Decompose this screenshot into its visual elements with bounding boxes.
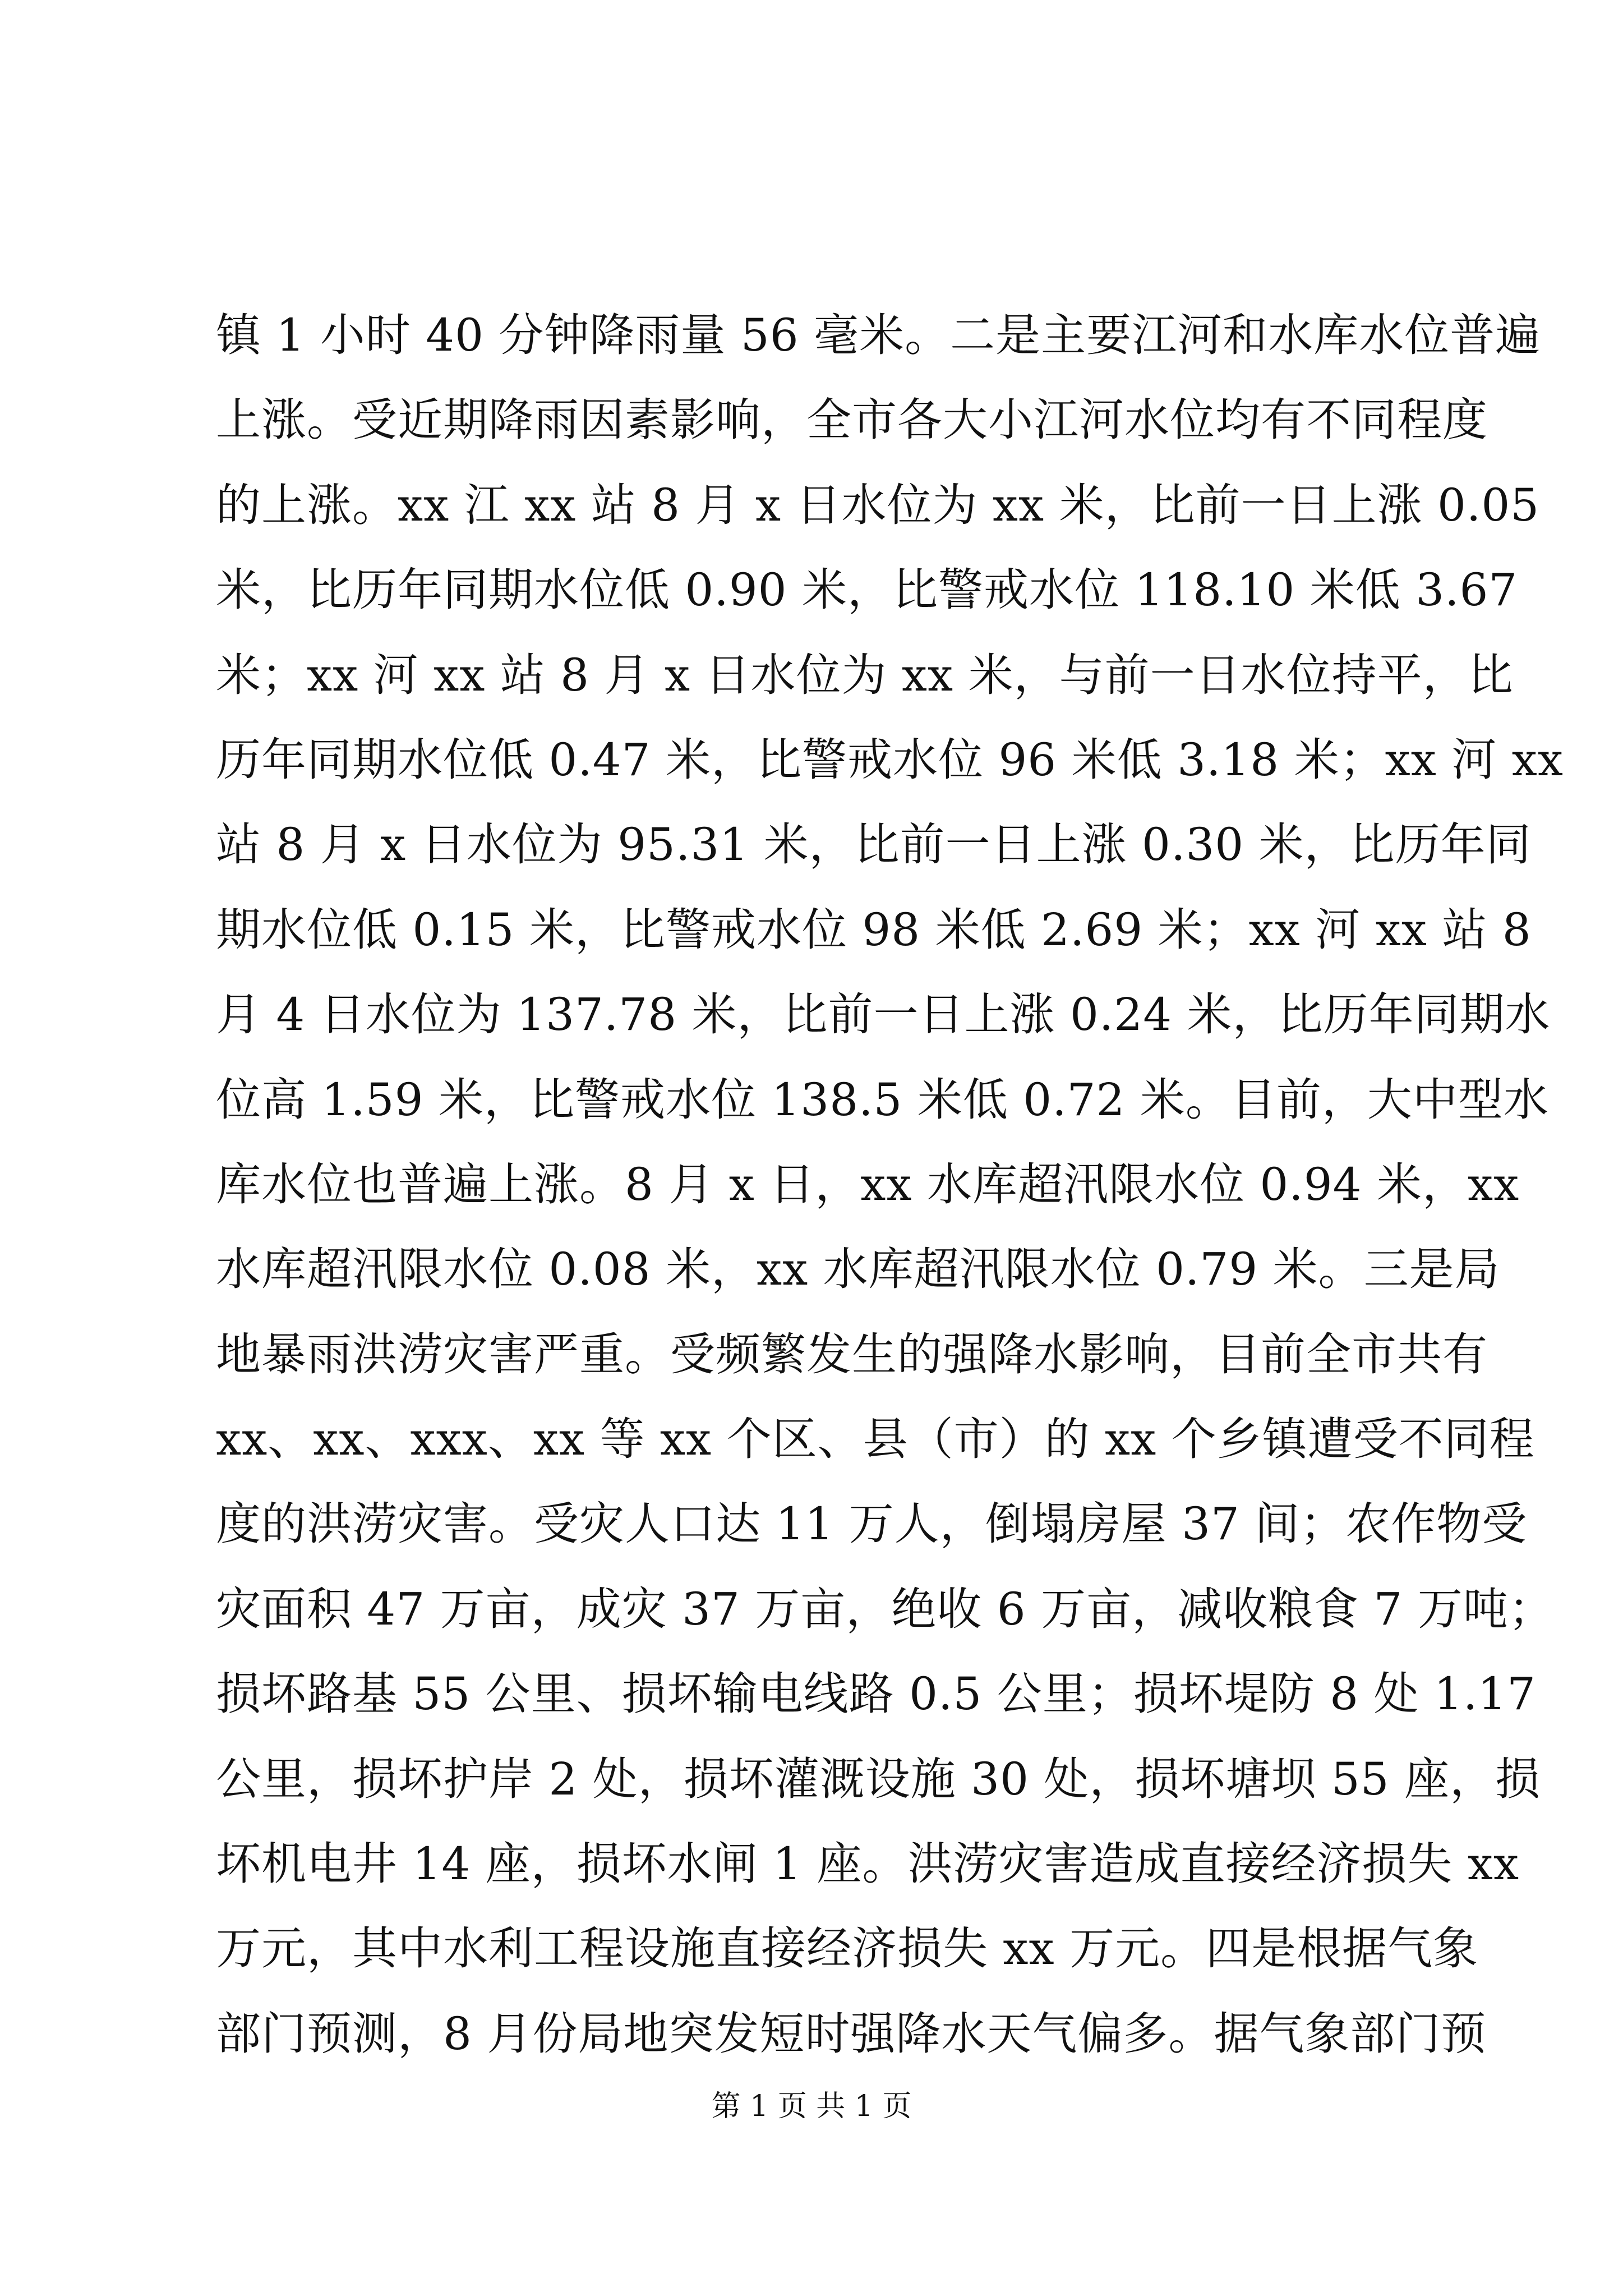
text-line: 坏机电井 14 座，损坏水闸 1 座。洪涝灾害造成直接经济损失 xx [216,1838,1520,1890]
text-line: 的上涨。xx 江 xx 站 8 月 x 日水位为 xx 米，比前一日上涨 0.05 [216,478,1540,531]
text-line: 米；xx 河 xx 站 8 月 x 日水位为 xx 米，与前一日水位持平，比 [216,648,1514,701]
text-line: 历年同期水位低 0.47 米，比警戒水位 96 米低 3.18 米；xx 河 xx [216,733,1564,786]
text-line: 损坏路基 55 公里、损坏输电线路 0.5 公里；损坏堤防 8 处 1.17 [216,1668,1537,1720]
text-line: 万元，其中水利工程设施直接经济损失 xx 万元。四是根据气象 [216,1922,1479,1975]
text-line: 公里，损坏护岸 2 处，损坏灌溉设施 30 处，损坏塘坝 55 座，损 [216,1752,1541,1805]
text-line: 部门预测，8 月份局地突发短时强降水天气偏多。据气象部门预 [216,2007,1487,2060]
text-line: 库水位也普遍上涨。8 月 x 日，xx 水库超汛限水位 0.94 米，xx [216,1158,1520,1211]
text-line: 镇 1 小时 40 分钟降雨量 56 毫米。二是主要江河和水库水位普遍 [216,309,1541,361]
text-line: 期水位低 0.15 米，比警戒水位 98 米低 2.69 米；xx 河 xx 站 8 [216,903,1532,956]
text-line: 度的洪涝灾害。受灾人口达 11 万人，倒塌房屋 37 间；农作物受 [216,1498,1528,1550]
text-line: 水库超汛限水位 0.08 米，xx 水库超汛限水位 0.79 米。三是局 [216,1243,1500,1296]
text-line: 站 8 月 x 日水位为 95.31 米，比前一日上涨 0.30 米，比历年同 [216,818,1532,871]
body-paragraph [216,293,1564,2076]
text-line: 月 4 日水位为 137.78 米，比前一日上涨 0.24 米，比历年同期水 [216,988,1551,1041]
text-line: 地暴雨洪涝灾害严重。受频繁发生的强降水影响，目前全市共有 [216,1328,1488,1381]
text-line: 灾面积 47 万亩，成灾 37 万亩，绝收 6 万亩，减收粮食 7 万吨； [216,1582,1554,1635]
page-number-footer: 第 1 页 共 1 页 [711,2090,912,2123]
text-line: 上涨。受近期降雨因素影响，全市各大小江河水位均有不同程度 [216,394,1488,447]
text-line: 米，比历年同期水位低 0.90 米，比警戒水位 118.10 米低 3.67 [216,564,1518,616]
text-line: xx、xx、xxx、xx 等 xx 个区、县（市）的 xx 个乡镇遭受不同程 [216,1413,1535,1466]
text-line: 位高 1.59 米，比警戒水位 138.5 米低 0.72 米。目前，大中型水 [216,1073,1549,1126]
